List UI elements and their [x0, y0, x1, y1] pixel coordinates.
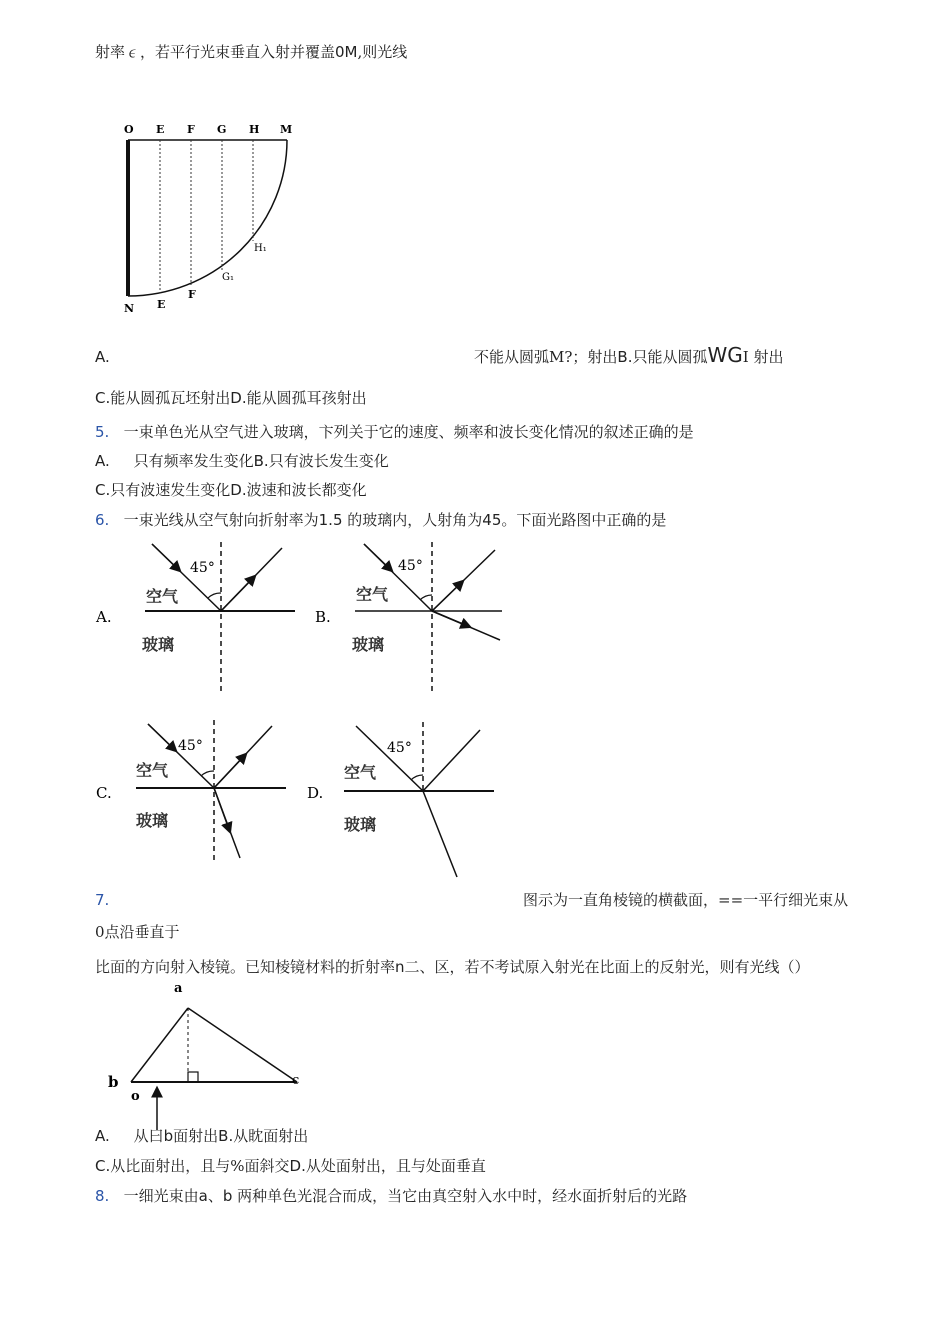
q6-diagram-a-label: A.: [96, 608, 112, 626]
q7-label-c: c: [292, 1073, 300, 1088]
q5-option-b-text: 只有波长发生变化: [268, 452, 389, 470]
q7-label-b: b: [108, 1073, 119, 1091]
q7-label-a: a: [174, 981, 183, 996]
q5-option-d-text: 波速和波长都变化: [246, 481, 367, 499]
q4-option-a-label: A.: [95, 348, 110, 366]
q7-option-b-text: 从眈面射出: [233, 1127, 309, 1145]
q7-stem-3n: n: [395, 958, 405, 976]
q4-option-d-label: D.: [230, 389, 247, 407]
q4-intro-end: ,则光线: [357, 43, 408, 61]
q4-option-b-big: WG: [707, 343, 743, 367]
q8-number: 8.: [95, 1187, 110, 1205]
q6-diagram-b-angle: 45°: [398, 558, 423, 574]
label-F1: F: [188, 288, 196, 301]
q7-option-c-text: 从比面射出，且与%面斜交: [110, 1157, 290, 1175]
q5-stem-text: 一束单色光从空气进入玻璃，卞列关于它的速度、频率和波长变化情况的叙述正确的是: [123, 423, 694, 441]
q6-stem-1: 一束光线从空气射向折射率为: [123, 511, 319, 529]
q6-diagram-c-glass: 玻璃: [136, 811, 169, 830]
label-G: G: [217, 123, 227, 136]
q6-diagram-d-label: D.: [307, 784, 324, 802]
q8-stem-1: 一细光束由: [123, 1187, 199, 1205]
q5-number: 5.: [95, 423, 110, 441]
q8-stem-a: a: [198, 1187, 208, 1205]
q7-option-a-text: 从曰: [133, 1127, 164, 1145]
q6-diagram-c-air: 空气: [136, 761, 169, 780]
q6-diagram-d-glass: 玻璃: [344, 815, 377, 834]
q6-stem-n: 1.5: [318, 511, 343, 529]
q7-stem-3a: 比面的方向射入棱镜。已知棱镜材料的折射率: [95, 958, 396, 976]
q6-diagrams: [90, 540, 510, 880]
q7-option-a-label: A.: [95, 1127, 110, 1145]
q7-stem-right: 图示为一直角棱镜的横截面，==一平行细光束从: [523, 891, 849, 909]
q5-option-a-text: 只有频率发生变化: [133, 452, 254, 470]
q6-diagram-d-angle: 45°: [387, 740, 412, 756]
q7-options-ab: [95, 1126, 308, 1146]
q6-diagram-d: [307, 722, 494, 877]
label-H: H: [249, 123, 260, 136]
q7-option-b-label: B.: [218, 1127, 234, 1145]
q5-option-a-label: A.: [95, 452, 110, 470]
label-E1: E: [157, 298, 166, 311]
q7-prism-figure: [100, 980, 320, 1130]
q4-options-cd: [95, 388, 367, 408]
q6-stem-angle: 45: [482, 511, 502, 529]
label-N: N: [124, 302, 135, 315]
q8-stem: [95, 1186, 687, 1206]
q6-diagram-b-air: 空气: [356, 585, 389, 604]
q6-diagram-c-label: C.: [96, 784, 112, 802]
q5-options-cd: [95, 480, 367, 500]
q6-diagram-a-angle: 45°: [190, 560, 215, 576]
q4-option-b-label: B.: [617, 348, 633, 366]
q7-stem-line2: 0点沿垂直于: [95, 923, 180, 941]
q7-stem-3b: 二、区，若不考试原入射光在比面上的反射光，则有光线（）: [404, 958, 810, 976]
q6-diagram-b: [315, 542, 502, 692]
q6-stem-3: 。下面光路图中正确的是: [501, 511, 667, 529]
q4-options-ab: [474, 345, 783, 367]
q6-diagram-b-label: B.: [315, 608, 331, 626]
q6-stem: [95, 510, 666, 530]
label-F: F: [187, 123, 195, 136]
q5-option-c-label: C.: [95, 481, 111, 499]
q4-option-c-label: C.: [95, 389, 111, 407]
q8-stem-b: b: [222, 1187, 233, 1205]
q4-intro-text: 射率∊，若平行光束垂直入射并覆盖: [95, 43, 336, 61]
q6-number: 6.: [95, 511, 110, 529]
label-M: M: [280, 123, 293, 136]
q6-diagram-a-glass: 玻璃: [142, 635, 175, 654]
q6-diagram-d-air: 空气: [344, 763, 377, 782]
q4-option-c-text: 能从圆孤瓦坯射出: [110, 389, 231, 407]
q5-stem: [95, 422, 694, 442]
q7-number: 7.: [95, 891, 110, 909]
q5-option-c-text: 只有波速发生变化: [110, 481, 231, 499]
q6-diagram-c-angle: 45°: [178, 738, 203, 754]
label-H1: H₁: [254, 243, 267, 254]
q4-option-b-text: 只能从圆孤: [632, 348, 708, 366]
q6-diagram-c: [96, 720, 286, 860]
q7-label-o: o: [131, 1089, 140, 1104]
q8-stem-2: 两种单色光混合而成，当它由真空射入水中时，经水面折射后的光路: [237, 1187, 688, 1205]
label-G1: G₁: [222, 272, 234, 283]
q4-option-a-text: 不能从圆弧M?；射出: [474, 348, 618, 366]
label-O: O: [124, 123, 134, 136]
q8-stem-sep: 、: [207, 1187, 223, 1205]
q7-option-c-label: C.: [95, 1157, 111, 1175]
q7-stem-line3: [95, 957, 810, 977]
q7-option-a-end: 面射出: [173, 1127, 219, 1145]
q6-diagram-a: [95, 542, 295, 692]
q4-intro-om: 0M: [335, 43, 358, 61]
q7-option-d-label: D.: [289, 1157, 306, 1175]
q4-option-d-text: 能从圆孤耳孩射出: [246, 389, 367, 407]
q6-diagram-b-glass: 玻璃: [352, 635, 385, 654]
q7-option-d-text: 从处面射出，且与处面垂直: [305, 1157, 486, 1175]
q4-quarter-circle-figure: [115, 118, 310, 318]
q5-option-d-label: D.: [230, 481, 247, 499]
q4-intro: [95, 42, 407, 62]
q5-option-b-label: B.: [253, 452, 269, 470]
q6-diagram-a-air: 空气: [146, 587, 179, 606]
q7-options-cd: [95, 1156, 486, 1176]
q7-option-a-b: b: [163, 1127, 174, 1145]
q4-option-b-end: I 射出: [742, 348, 784, 366]
q6-stem-2: 的玻璃内，人射角为: [347, 511, 483, 529]
q5-options-ab: [95, 451, 389, 471]
label-E: E: [156, 123, 165, 136]
